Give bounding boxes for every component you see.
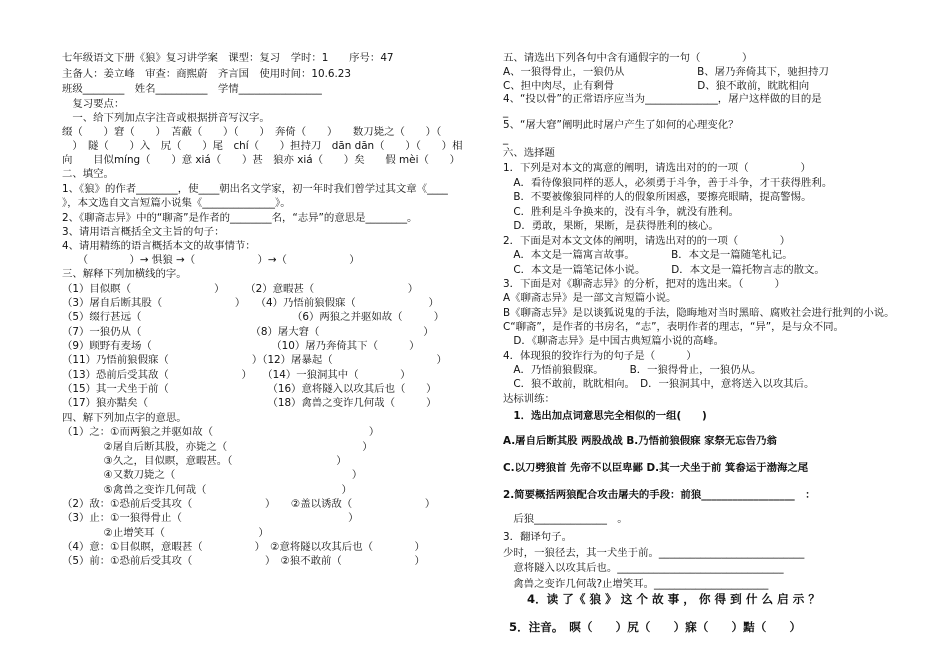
right-lines-2: C、担中肉尽，止有剩骨 D、狼不敢前，眈眈相向 [503, 80, 810, 92]
right-lines-12: D．勇敢，果断，果断，是获得胜利的核心。 [503, 220, 719, 232]
left-lines-31: （2）敌：①恐前后受其攻（ ） ②盖以诱敌（ ） [62, 498, 436, 510]
left-lines-0: 七年级语文下册《狼》复习讲学案 课型：复习 学时：1 序号：47 [62, 52, 394, 64]
left-lines-29: ④又数刀毙之（ ） [62, 469, 363, 481]
left-lines-24: （17）狼亦黠矣（ （18）禽兽之变诈几何哉（ ） [62, 397, 437, 409]
left-lines-2: 班级________ 姓名__________ 学情________________ [62, 83, 322, 95]
left-lines-5: 缀（ ）窘（ ） 苫蔽（ ）（ ） 奔倚（ ） 数刀毙之（ ）（ [62, 126, 442, 138]
left-lines-26: （1）之：①而两狼之并驱如故（ ） [62, 426, 380, 438]
left-lines-17: （3）屠自后断其股（ ） （4）乃悟前狼假寐（ ） [62, 297, 439, 309]
right-lines-19: C“聊斋”，是作者的书房名，“志”，表明作者的理志，“异”，是与众不同。 [503, 321, 844, 333]
right-lines-22: A．乃悟前狼假寐。 B．一狼得骨止，一狼仍从。 [503, 364, 762, 376]
left-lines-23: （15）其一犬坐于前（ （16）意将隧入以攻其后也（ ） [62, 383, 437, 395]
right-lines2-0: 后狼______________ 。 [503, 513, 628, 525]
left-lines-20: （9）顾野有麦场（ （10）屠乃奔倚其下（ ） [62, 340, 420, 352]
right-lines2-1: 3．翻译句子。 [503, 531, 572, 543]
right-lines-3: 4、“投以骨”的正常语序应当为______________，屠户这样做的目的是 [503, 93, 822, 105]
left-lines-28: ③久之，目似瞑，意暇甚。（ ） [62, 455, 347, 467]
right-lines-4: _ [503, 106, 509, 118]
right-lines-7: 六、选择题 [503, 147, 555, 159]
right-lines-0: 五、请选出下列各句中含有通假字的一句（ ） [503, 52, 753, 64]
left-lines-32: （3）止：①一狼得骨止（ ） [62, 512, 359, 524]
left-lines-1: 主备人：姜立峰 审查：商熙蔚 齐言国 使用时间：10.6.23 [62, 68, 352, 80]
left-lines-11: 2、《聊斋志异》中的“聊斋”是作者的________名，“志异”的意思是________。 [62, 212, 418, 224]
left-lines-12: 3、请用语言概括全文主旨的句子： [62, 226, 225, 238]
left-lines-22: （13）恐前后受其敌（ ） （14）一狼洞其中（ ） [62, 369, 411, 381]
left-lines-8: 二、填空。 [62, 168, 114, 180]
right-lines-18: B《聊斋志异》是以谈狐说鬼的手法，隐晦地对当时黑暗、腐败社会进行批判的小说。 [503, 307, 895, 319]
left-lines-7: 向 目似míng（ ）意 xiá（ ）甚 狼亦 xiá（ ）矣 假 mèi（ ） [62, 154, 461, 166]
right-lines-11: C．胜利是斗争换来的，没有斗争，就没有胜利。 [503, 206, 739, 218]
left-lines-18: （5）缀行甚远（ （6）两狼之并驱如故（ ） [62, 311, 445, 323]
right-lines-16: 3．下面是对《聊斋志异》的分析，把对的选出来。（ ） [503, 278, 785, 290]
left-lines-33: ②止增笑耳（ ） [62, 527, 269, 539]
right-lines-10: B．不要被像狼同样的人的假象所困惑，要擦亮眼睛，提高警惕。 [503, 191, 812, 203]
right-lines-15: C．本文是一篇笔记体小说。 D．本文是一篇托物言志的散文。 [503, 264, 825, 276]
right-bold-lines-1: A.屠自后断其股 两股战战 B.乃悟前狼假寐 家祭无忘告乃翁 [503, 435, 777, 447]
left-lines-10: 》，本文选自文言短篇小说集《______________》。 [62, 197, 291, 209]
right-lines2-3: 意将隧入以攻其后也。________________________________ [503, 562, 784, 574]
right-bold-lines-0: 1．选出加点词意思完全相似的一组( ) [503, 410, 707, 422]
left-lines-30: ⑤禽兽之变诈几何哉（ ） [62, 484, 352, 496]
left-lines-4: 一、给下列加点字注音或根据拼音写汉字。 [62, 112, 270, 124]
right-lines-13: 2．下面是对本文文体的阐明，请选出对的的一项（ ） [503, 235, 791, 247]
left-lines-9: 1、《狼》的作者________，使____朝出名文学家，初一年时我们曾学过其文章《____ [62, 183, 448, 195]
left-lines-14: （ ）→ 惧狼 →（ ）→（ ） [62, 254, 360, 266]
left-lines-34: （4）意：①目似瞑，意暇甚（ ） ②意将隧以攻其后也（ ） [62, 541, 425, 553]
left-lines-6: ） 隧（ ）入 尻（ ）尾 chí（ ）担持刀 dān dān（ ）（ ）相 [62, 140, 463, 152]
left-lines-15: 三、解释下列加横线的字。 [62, 268, 187, 280]
right-lines-8: 1．下列是对本文的寓意的阐明，请选出对的的一项（ ） [503, 162, 811, 174]
left-lines-3: 复习要点： [62, 98, 125, 110]
right-bold-lines-2: C.以刀劈狼首 先帝不以臣卑鄙 D.其一犬坐于前 箕畚运于渤海之尾 [503, 462, 809, 474]
left-lines-21: （11）乃悟前狼假寐（ ）（12）屠暴起（ ） [62, 354, 447, 366]
right-lines-24: 达标训练： [503, 393, 555, 405]
left-lines-16: （1）目似瞑（ ） （2）意暇甚（ ） [62, 283, 419, 295]
right-lines-5: 5、“屠大窘”阐明此时屠户产生了如何的心理变化？ [503, 119, 739, 131]
right-lines-6: _ [503, 133, 509, 145]
q4-line: 4．读 了《 狼 》 这 个 故 事 ， 你 得 到 什 么 启 示 ？ [527, 592, 820, 606]
right-lines-20: D．《聊斋志异》是中国古典短篇小说的高峰。 [503, 335, 725, 347]
right-lines-23: C．狼不敢前，眈眈相向。 D．一狼洞其中，意将送入以攻其后。 [503, 378, 815, 390]
right-lines2-4: 禽兽之变诈几何哉?止增笑耳。______________________ [503, 578, 769, 590]
q5-line: 5．注音。 暝（ ）尻（ ）寐（ ）黠（ ） [509, 620, 802, 634]
right-lines-17: A《聊斋志异》是一部文言短篇小说。 [503, 292, 677, 304]
right-bold-lines-3: 2.简要概括两狼配合攻击屠夫的手段：前狼__________________ ： [503, 489, 816, 501]
left-lines-35: （5）前：①恐前后受其攻（ ） ②狼不敢前（ ） [62, 555, 425, 567]
right-lines2-2: 少时，一狼径去，其一犬坐于前。____________________________ [503, 547, 805, 559]
right-lines-1: A、一狼得骨止，一狼仍从 B、屠乃奔倚其下，驰担持刀 [503, 66, 829, 78]
right-lines-21: 4．体现狼的狡诈行为的句子是（ ） [503, 350, 697, 362]
left-lines-13: 4、请用精练的语言概括本文的故事情节： [62, 240, 256, 252]
left-lines-19: （7）一狼仍从（ （8）屠大窘（ ） [62, 326, 434, 338]
right-lines-14: A．本文是一篇寓言故事。 B．本文是一篇随笔札记。 [503, 249, 793, 261]
left-lines-27: ②屠自后断其股，亦毙之（ ） [62, 441, 373, 453]
left-lines-25: 四、解下列加点字的意思。 [62, 412, 187, 424]
right-lines-9: A．看待像狼同样的恶人，必须勇于斗争，善于斗争，才干获得胜利。 [503, 177, 833, 189]
